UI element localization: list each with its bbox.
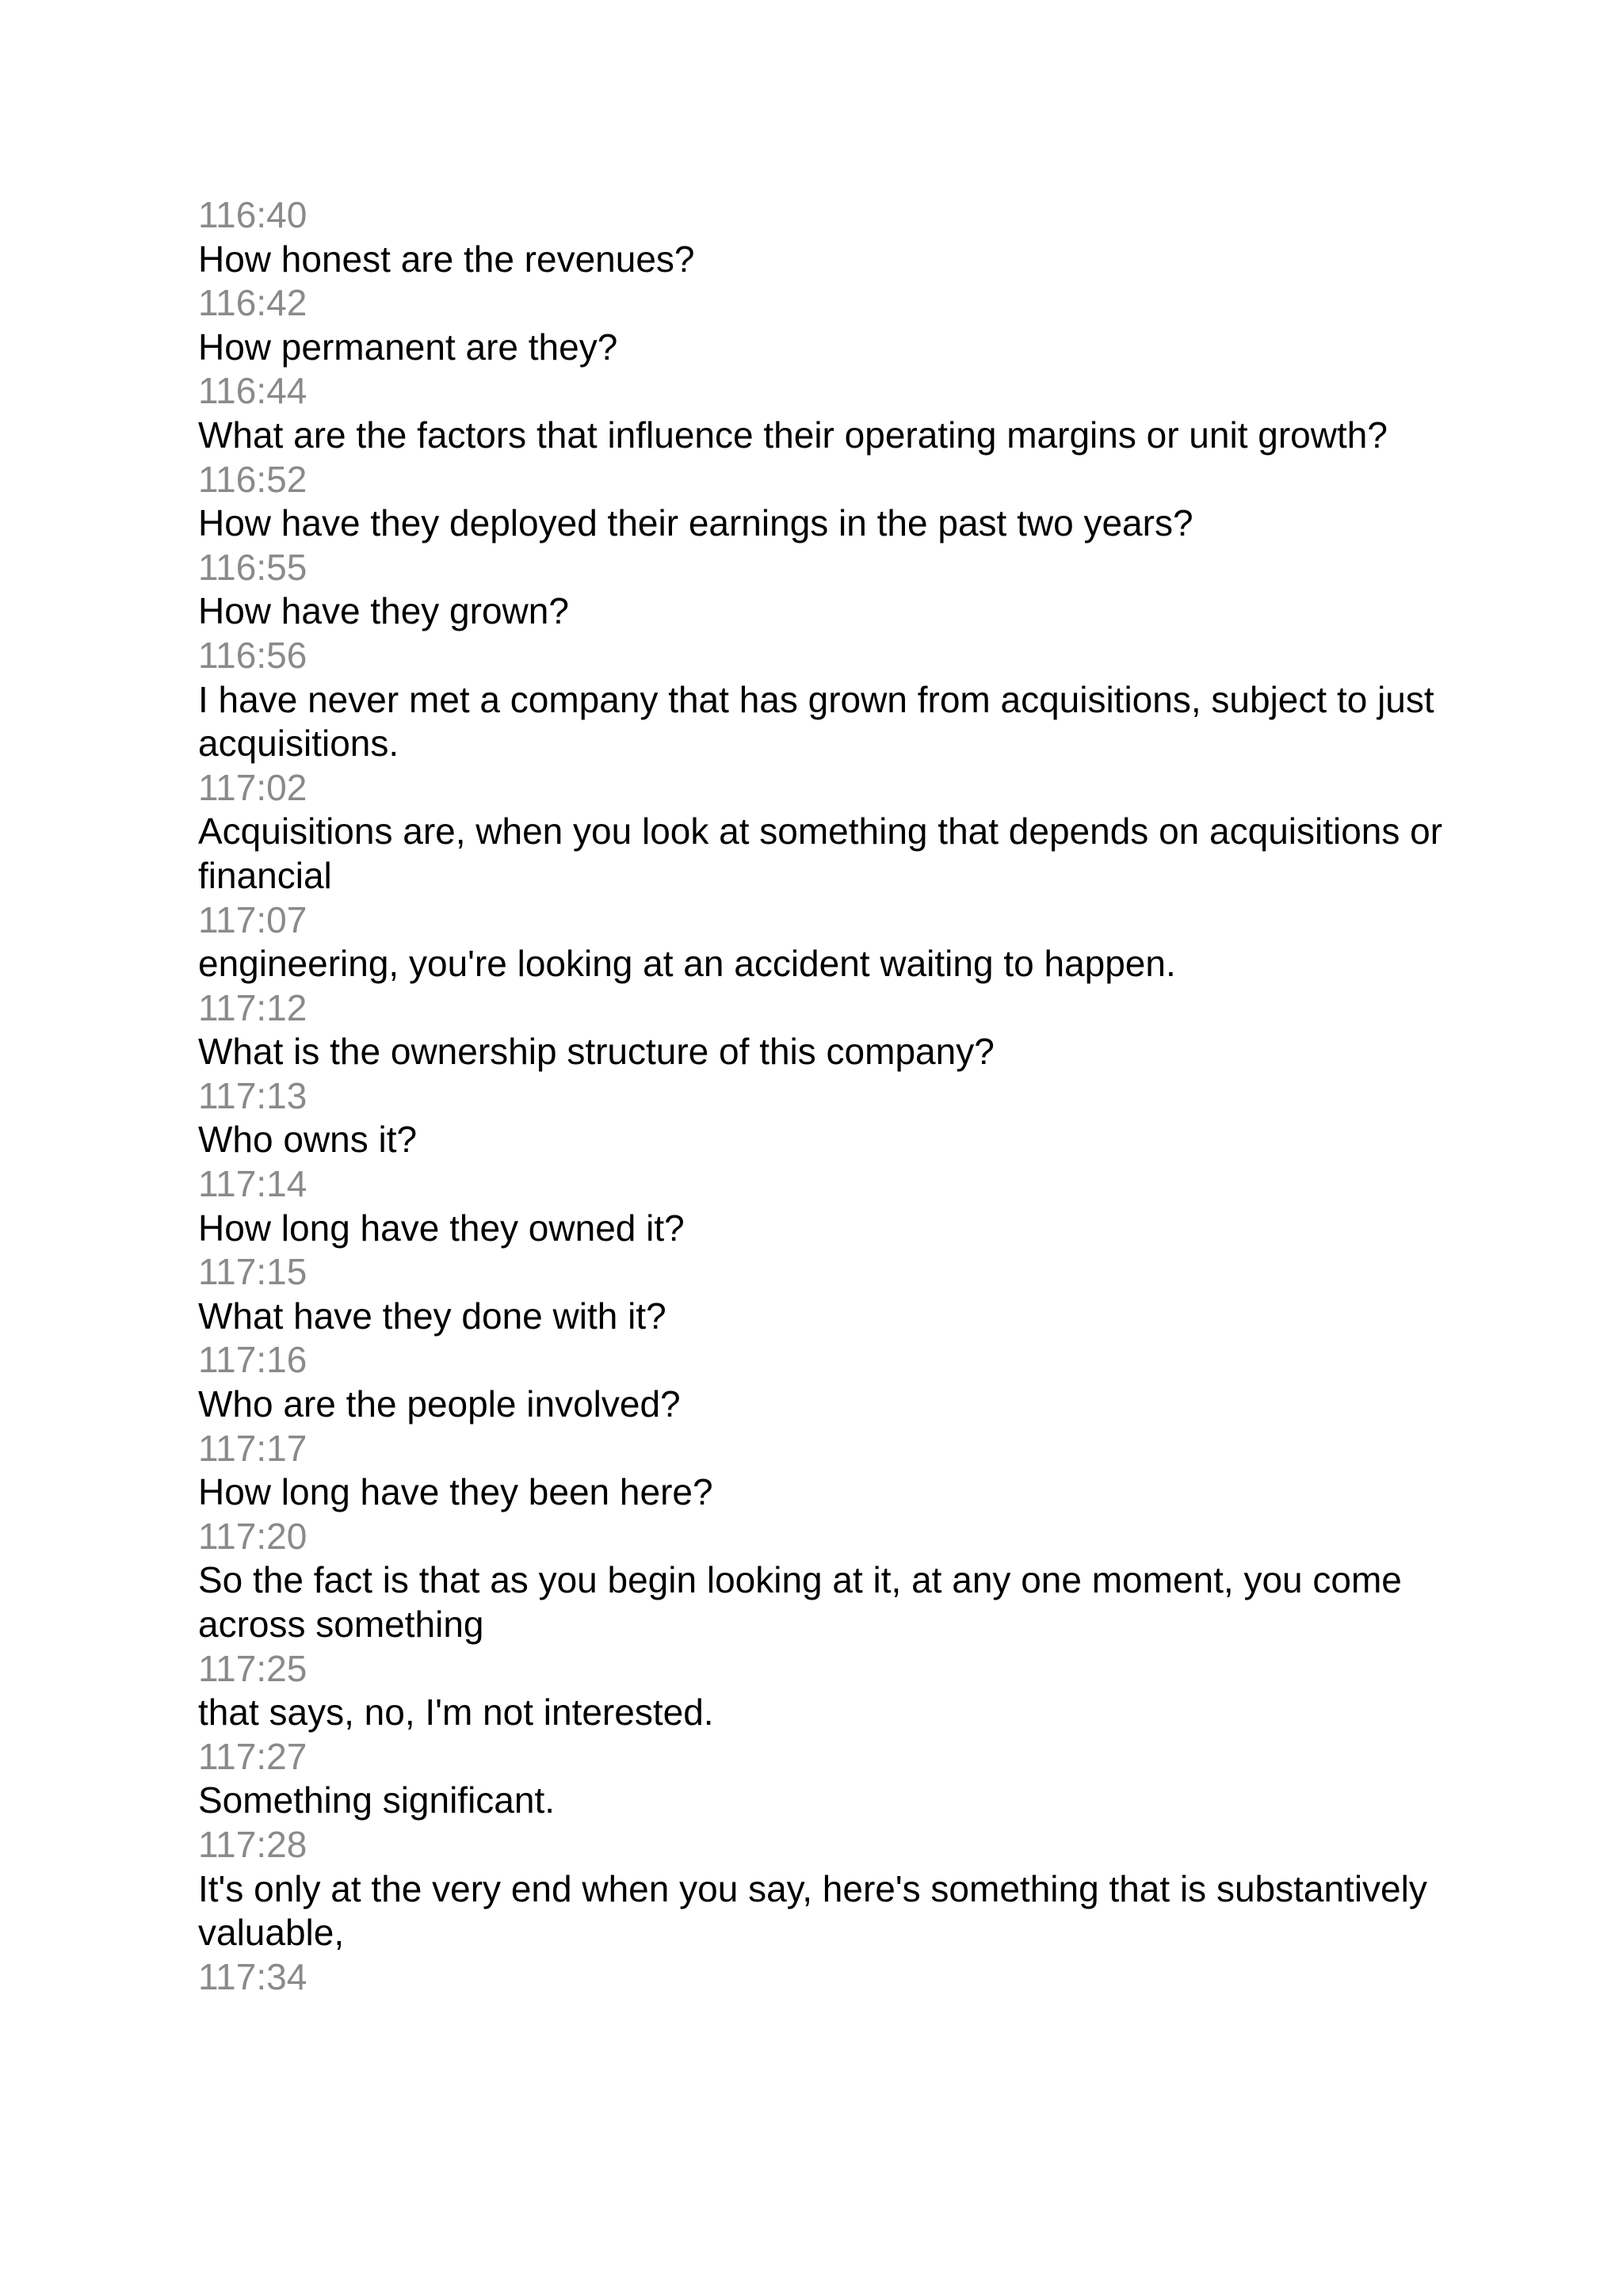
transcript-line: How have they grown? [198,590,569,632]
timestamp: 117:14 [198,1163,307,1205]
transcript-line: It's only at the very end when you say, here's something that is substantively valuable, [198,1867,1427,1954]
transcript-entry [198,1823,1466,1955]
transcript-entry [198,1427,1466,1515]
timestamp: 117:25 [198,1647,307,1689]
transcript-entry [198,1250,1466,1338]
transcript-entry [198,546,1466,634]
timestamp: 117:28 [198,1823,307,1865]
transcript-line: Acquisitions are, when you look at something that depends on acquisitions or financial [198,810,1443,896]
transcript-entry [198,1647,1466,1735]
transcript-line: What is the ownership structure of this company? [198,1031,995,1073]
timestamp: 116:42 [198,282,307,324]
transcript-line: How permanent are they? [198,326,618,368]
transcript-entry [198,369,1466,457]
transcript-line: What are the factors that influence their operating margins or unit growth? [198,414,1388,456]
timestamp: 117:27 [198,1735,307,1777]
transcript-line: engineering, you're looking at an accident waiting to happen. [198,943,1176,985]
transcript-entry [198,193,1466,281]
transcript-line: So the fact is that as you begin looking at it, at any one moment, you come across something [198,1559,1402,1645]
timestamp: 117:13 [198,1074,307,1116]
transcript-line: What have they done with it? [198,1295,666,1337]
transcript-entry [198,766,1466,898]
timestamp: 117:16 [198,1339,307,1381]
transcript-line: How have they deployed their earnings in the past two years? [198,502,1193,544]
transcript-line: How long have they owned it? [198,1207,685,1249]
timestamp: 117:34 [198,1955,307,1997]
transcript-entry [198,458,1466,546]
transcript-line: How long have they been here? [198,1471,713,1513]
timestamp: 117:07 [198,898,307,940]
transcript-line: Who owns it? [198,1119,418,1161]
timestamp: 117:12 [198,986,307,1028]
transcript-entry [198,1735,1466,1823]
transcript-line: Who are the people involved? [198,1383,681,1425]
transcript-line: that says, no, I'm not interested. [198,1691,714,1733]
timestamp: 117:02 [198,766,307,808]
transcript-entry [198,1074,1466,1162]
transcript-page [198,193,1466,1999]
transcript-entry [198,1955,1466,2000]
transcript-line: How honest are the revenues? [198,238,695,280]
transcript-entry [198,1162,1466,1250]
transcript-line: Something significant. [198,1779,556,1821]
transcript-entry [198,1515,1466,1647]
timestamp: 116:52 [198,458,307,500]
timestamp: 116:55 [198,546,307,588]
timestamp: 117:17 [198,1427,307,1469]
transcript-entry [198,281,1466,369]
timestamp: 116:56 [198,634,307,676]
timestamp: 116:40 [198,194,307,235]
timestamp: 117:15 [198,1251,307,1293]
transcript-entry [198,634,1466,766]
transcript-entry [198,898,1466,986]
timestamp: 117:20 [198,1515,307,1557]
transcript-line: I have never met a company that has grown from acquisitions, subject to just acquisitions. [198,678,1434,765]
timestamp: 116:44 [198,370,307,412]
transcript-entry [198,986,1466,1074]
transcript-entry [198,1338,1466,1426]
